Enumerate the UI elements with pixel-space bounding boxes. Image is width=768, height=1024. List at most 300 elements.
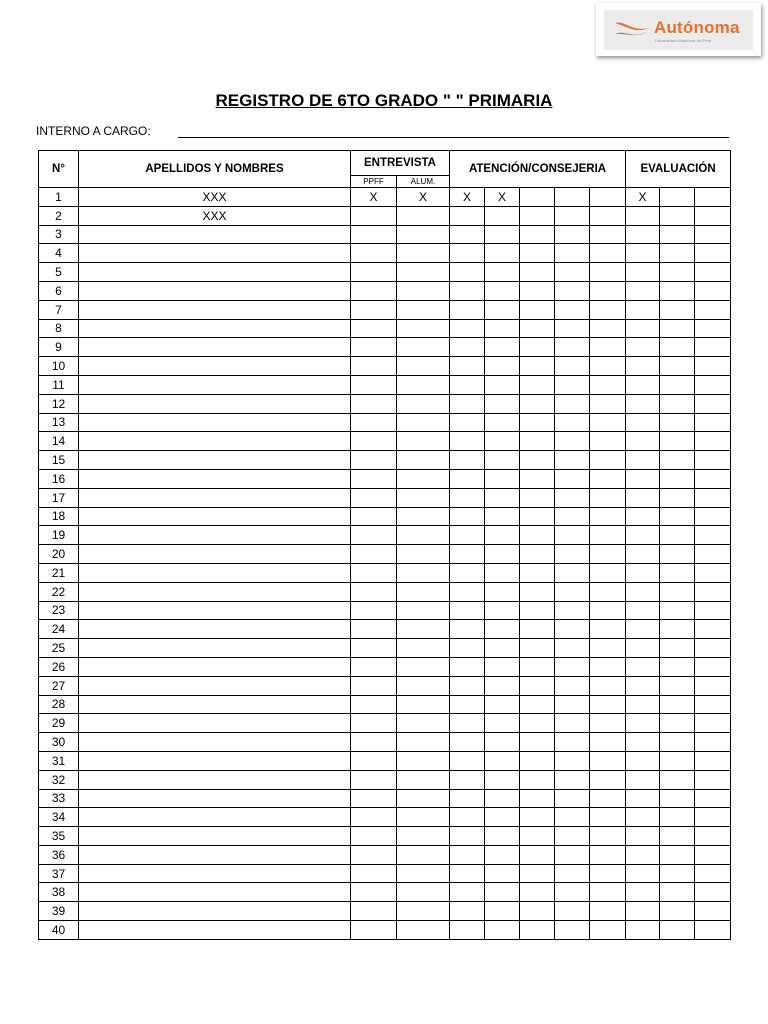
cell-name[interactable] bbox=[79, 808, 351, 827]
cell-counseling-1[interactable] bbox=[450, 375, 485, 394]
cell-evaluation-3[interactable] bbox=[695, 263, 731, 282]
cell-counseling-1[interactable] bbox=[450, 676, 485, 695]
intern-field[interactable] bbox=[178, 137, 729, 138]
cell-counseling-1[interactable] bbox=[450, 300, 485, 319]
cell-name[interactable]: XXX bbox=[79, 188, 351, 207]
cell-name[interactable] bbox=[79, 300, 351, 319]
cell-evaluation-1[interactable] bbox=[626, 281, 660, 300]
cell-name[interactable] bbox=[79, 601, 351, 620]
cell-counseling-4[interactable] bbox=[555, 469, 590, 488]
cell-counseling-4[interactable] bbox=[555, 657, 590, 676]
cell-evaluation-2[interactable] bbox=[660, 770, 695, 789]
cell-counseling-2[interactable] bbox=[485, 225, 520, 244]
cell-counseling-5[interactable] bbox=[590, 526, 626, 545]
cell-counseling-5[interactable] bbox=[590, 319, 626, 338]
cell-counseling-1[interactable] bbox=[450, 620, 485, 639]
cell-interview-alum[interactable] bbox=[397, 827, 450, 846]
cell-counseling-2[interactable] bbox=[485, 545, 520, 564]
cell-counseling-1[interactable] bbox=[450, 488, 485, 507]
cell-counseling-3[interactable] bbox=[520, 902, 555, 921]
cell-interview-ppff[interactable] bbox=[351, 883, 397, 902]
cell-evaluation-1[interactable] bbox=[626, 695, 660, 714]
cell-counseling-3[interactable] bbox=[520, 545, 555, 564]
cell-evaluation-2[interactable] bbox=[660, 357, 695, 376]
cell-name[interactable] bbox=[79, 319, 351, 338]
cell-evaluation-2[interactable] bbox=[660, 639, 695, 658]
cell-name[interactable] bbox=[79, 883, 351, 902]
cell-counseling-5[interactable] bbox=[590, 545, 626, 564]
cell-counseling-1[interactable] bbox=[450, 281, 485, 300]
cell-name[interactable] bbox=[79, 563, 351, 582]
cell-counseling-1[interactable] bbox=[450, 469, 485, 488]
cell-counseling-2[interactable] bbox=[485, 845, 520, 864]
cell-evaluation-1[interactable]: X bbox=[626, 188, 660, 207]
cell-counseling-3[interactable] bbox=[520, 300, 555, 319]
cell-counseling-1[interactable] bbox=[450, 714, 485, 733]
cell-counseling-1[interactable] bbox=[450, 413, 485, 432]
cell-evaluation-2[interactable] bbox=[660, 563, 695, 582]
cell-counseling-2[interactable] bbox=[485, 827, 520, 846]
cell-evaluation-3[interactable] bbox=[695, 281, 731, 300]
cell-name[interactable] bbox=[79, 751, 351, 770]
cell-counseling-5[interactable] bbox=[590, 488, 626, 507]
cell-interview-ppff[interactable] bbox=[351, 845, 397, 864]
cell-counseling-2[interactable] bbox=[485, 695, 520, 714]
cell-counseling-2[interactable] bbox=[485, 639, 520, 658]
cell-evaluation-3[interactable] bbox=[695, 225, 731, 244]
cell-name[interactable] bbox=[79, 357, 351, 376]
cell-counseling-3[interactable] bbox=[520, 733, 555, 752]
cell-interview-alum[interactable] bbox=[397, 432, 450, 451]
cell-evaluation-1[interactable] bbox=[626, 432, 660, 451]
cell-counseling-4[interactable] bbox=[555, 225, 590, 244]
cell-counseling-5[interactable] bbox=[590, 432, 626, 451]
cell-evaluation-1[interactable] bbox=[626, 582, 660, 601]
cell-interview-ppff[interactable] bbox=[351, 563, 397, 582]
cell-counseling-5[interactable] bbox=[590, 921, 626, 940]
cell-interview-ppff[interactable] bbox=[351, 488, 397, 507]
cell-counseling-2[interactable] bbox=[485, 883, 520, 902]
cell-counseling-5[interactable] bbox=[590, 357, 626, 376]
cell-evaluation-3[interactable] bbox=[695, 714, 731, 733]
cell-evaluation-1[interactable] bbox=[626, 244, 660, 263]
cell-interview-alum[interactable] bbox=[397, 639, 450, 658]
cell-evaluation-1[interactable] bbox=[626, 263, 660, 282]
cell-evaluation-3[interactable] bbox=[695, 206, 731, 225]
cell-name[interactable] bbox=[79, 676, 351, 695]
cell-counseling-5[interactable] bbox=[590, 639, 626, 658]
cell-interview-ppff[interactable] bbox=[351, 639, 397, 658]
cell-counseling-1[interactable] bbox=[450, 206, 485, 225]
cell-counseling-3[interactable] bbox=[520, 770, 555, 789]
cell-evaluation-1[interactable] bbox=[626, 770, 660, 789]
cell-interview-ppff[interactable] bbox=[351, 582, 397, 601]
cell-interview-alum[interactable] bbox=[397, 789, 450, 808]
cell-interview-ppff[interactable] bbox=[351, 451, 397, 470]
cell-counseling-5[interactable] bbox=[590, 375, 626, 394]
cell-counseling-3[interactable] bbox=[520, 714, 555, 733]
cell-evaluation-2[interactable] bbox=[660, 751, 695, 770]
cell-name[interactable] bbox=[79, 281, 351, 300]
cell-interview-alum[interactable] bbox=[397, 263, 450, 282]
cell-name[interactable] bbox=[79, 394, 351, 413]
cell-name[interactable] bbox=[79, 225, 351, 244]
cell-interview-ppff[interactable] bbox=[351, 375, 397, 394]
cell-evaluation-1[interactable] bbox=[626, 469, 660, 488]
cell-interview-alum[interactable] bbox=[397, 657, 450, 676]
cell-counseling-5[interactable] bbox=[590, 789, 626, 808]
cell-name[interactable] bbox=[79, 432, 351, 451]
cell-counseling-5[interactable] bbox=[590, 338, 626, 357]
cell-counseling-2[interactable] bbox=[485, 789, 520, 808]
cell-counseling-3[interactable] bbox=[520, 319, 555, 338]
cell-name[interactable] bbox=[79, 639, 351, 658]
cell-counseling-2[interactable] bbox=[485, 319, 520, 338]
cell-evaluation-3[interactable] bbox=[695, 639, 731, 658]
cell-counseling-3[interactable] bbox=[520, 883, 555, 902]
cell-counseling-4[interactable] bbox=[555, 676, 590, 695]
cell-evaluation-3[interactable] bbox=[695, 676, 731, 695]
cell-name[interactable] bbox=[79, 864, 351, 883]
cell-interview-ppff[interactable] bbox=[351, 432, 397, 451]
cell-evaluation-3[interactable] bbox=[695, 883, 731, 902]
cell-interview-alum[interactable] bbox=[397, 733, 450, 752]
cell-interview-alum[interactable] bbox=[397, 545, 450, 564]
cell-counseling-2[interactable] bbox=[485, 676, 520, 695]
cell-counseling-3[interactable] bbox=[520, 281, 555, 300]
cell-evaluation-3[interactable] bbox=[695, 338, 731, 357]
cell-name[interactable] bbox=[79, 657, 351, 676]
cell-counseling-1[interactable] bbox=[450, 357, 485, 376]
cell-counseling-5[interactable] bbox=[590, 413, 626, 432]
cell-counseling-2[interactable] bbox=[485, 263, 520, 282]
cell-counseling-2[interactable] bbox=[485, 300, 520, 319]
cell-counseling-3[interactable] bbox=[520, 808, 555, 827]
cell-name[interactable] bbox=[79, 733, 351, 752]
cell-counseling-2[interactable] bbox=[485, 281, 520, 300]
cell-counseling-5[interactable] bbox=[590, 300, 626, 319]
cell-counseling-4[interactable] bbox=[555, 864, 590, 883]
cell-counseling-4[interactable] bbox=[555, 921, 590, 940]
cell-evaluation-1[interactable] bbox=[626, 921, 660, 940]
cell-evaluation-1[interactable] bbox=[626, 319, 660, 338]
cell-counseling-5[interactable] bbox=[590, 714, 626, 733]
cell-evaluation-3[interactable] bbox=[695, 601, 731, 620]
cell-evaluation-2[interactable] bbox=[660, 789, 695, 808]
cell-interview-alum[interactable] bbox=[397, 451, 450, 470]
cell-evaluation-2[interactable] bbox=[660, 451, 695, 470]
cell-evaluation-1[interactable] bbox=[626, 883, 660, 902]
cell-evaluation-3[interactable] bbox=[695, 827, 731, 846]
cell-counseling-3[interactable] bbox=[520, 639, 555, 658]
cell-name[interactable] bbox=[79, 921, 351, 940]
cell-counseling-4[interactable] bbox=[555, 789, 590, 808]
cell-counseling-4[interactable] bbox=[555, 244, 590, 263]
cell-counseling-3[interactable] bbox=[520, 413, 555, 432]
cell-counseling-1[interactable] bbox=[450, 695, 485, 714]
cell-counseling-2[interactable] bbox=[485, 526, 520, 545]
cell-interview-ppff[interactable] bbox=[351, 507, 397, 526]
cell-evaluation-2[interactable] bbox=[660, 413, 695, 432]
cell-evaluation-2[interactable] bbox=[660, 601, 695, 620]
cell-interview-ppff[interactable] bbox=[351, 263, 397, 282]
cell-name[interactable] bbox=[79, 244, 351, 263]
cell-interview-ppff[interactable] bbox=[351, 357, 397, 376]
cell-counseling-3[interactable] bbox=[520, 263, 555, 282]
cell-counseling-2[interactable] bbox=[485, 582, 520, 601]
cell-evaluation-3[interactable] bbox=[695, 375, 731, 394]
cell-counseling-5[interactable] bbox=[590, 188, 626, 207]
cell-evaluation-2[interactable] bbox=[660, 206, 695, 225]
cell-evaluation-3[interactable] bbox=[695, 545, 731, 564]
cell-evaluation-2[interactable] bbox=[660, 225, 695, 244]
cell-interview-alum[interactable] bbox=[397, 338, 450, 357]
cell-counseling-3[interactable] bbox=[520, 244, 555, 263]
cell-counseling-1[interactable] bbox=[450, 319, 485, 338]
cell-evaluation-3[interactable] bbox=[695, 507, 731, 526]
cell-counseling-2[interactable] bbox=[485, 432, 520, 451]
cell-counseling-3[interactable] bbox=[520, 582, 555, 601]
cell-counseling-3[interactable] bbox=[520, 338, 555, 357]
cell-evaluation-3[interactable] bbox=[695, 808, 731, 827]
cell-counseling-5[interactable] bbox=[590, 206, 626, 225]
cell-evaluation-3[interactable] bbox=[695, 902, 731, 921]
cell-counseling-4[interactable] bbox=[555, 206, 590, 225]
cell-counseling-5[interactable] bbox=[590, 808, 626, 827]
cell-counseling-3[interactable] bbox=[520, 676, 555, 695]
cell-counseling-3[interactable] bbox=[520, 357, 555, 376]
cell-evaluation-1[interactable] bbox=[626, 639, 660, 658]
cell-counseling-4[interactable] bbox=[555, 808, 590, 827]
cell-evaluation-1[interactable] bbox=[626, 375, 660, 394]
cell-evaluation-1[interactable] bbox=[626, 300, 660, 319]
cell-evaluation-2[interactable] bbox=[660, 338, 695, 357]
cell-evaluation-2[interactable] bbox=[660, 281, 695, 300]
cell-interview-ppff[interactable] bbox=[351, 714, 397, 733]
cell-interview-ppff[interactable] bbox=[351, 620, 397, 639]
cell-interview-ppff[interactable] bbox=[351, 789, 397, 808]
cell-counseling-3[interactable] bbox=[520, 488, 555, 507]
cell-counseling-3[interactable] bbox=[520, 601, 555, 620]
cell-evaluation-2[interactable] bbox=[660, 733, 695, 752]
cell-counseling-2[interactable] bbox=[485, 601, 520, 620]
cell-counseling-3[interactable] bbox=[520, 921, 555, 940]
cell-evaluation-1[interactable] bbox=[626, 413, 660, 432]
cell-interview-alum[interactable] bbox=[397, 883, 450, 902]
cell-interview-alum[interactable] bbox=[397, 921, 450, 940]
cell-counseling-5[interactable] bbox=[590, 751, 626, 770]
cell-interview-ppff[interactable] bbox=[351, 676, 397, 695]
cell-counseling-2[interactable] bbox=[485, 921, 520, 940]
cell-counseling-5[interactable] bbox=[590, 601, 626, 620]
cell-interview-alum[interactable] bbox=[397, 620, 450, 639]
cell-counseling-3[interactable] bbox=[520, 526, 555, 545]
cell-counseling-3[interactable] bbox=[520, 507, 555, 526]
cell-counseling-5[interactable] bbox=[590, 469, 626, 488]
cell-evaluation-2[interactable] bbox=[660, 545, 695, 564]
cell-counseling-1[interactable] bbox=[450, 526, 485, 545]
cell-counseling-3[interactable] bbox=[520, 206, 555, 225]
cell-interview-ppff[interactable] bbox=[351, 225, 397, 244]
cell-evaluation-2[interactable] bbox=[660, 375, 695, 394]
cell-interview-ppff[interactable] bbox=[351, 526, 397, 545]
cell-counseling-4[interactable] bbox=[555, 751, 590, 770]
cell-evaluation-2[interactable] bbox=[660, 902, 695, 921]
cell-evaluation-1[interactable] bbox=[626, 620, 660, 639]
cell-counseling-4[interactable] bbox=[555, 488, 590, 507]
cell-counseling-3[interactable] bbox=[520, 432, 555, 451]
cell-counseling-4[interactable] bbox=[555, 300, 590, 319]
cell-name[interactable] bbox=[79, 469, 351, 488]
cell-evaluation-2[interactable] bbox=[660, 845, 695, 864]
cell-counseling-4[interactable] bbox=[555, 770, 590, 789]
cell-interview-alum[interactable] bbox=[397, 413, 450, 432]
cell-evaluation-3[interactable] bbox=[695, 620, 731, 639]
cell-name[interactable] bbox=[79, 263, 351, 282]
cell-interview-alum[interactable] bbox=[397, 676, 450, 695]
cell-counseling-2[interactable] bbox=[485, 206, 520, 225]
cell-evaluation-2[interactable] bbox=[660, 263, 695, 282]
cell-counseling-1[interactable] bbox=[450, 545, 485, 564]
cell-evaluation-1[interactable] bbox=[626, 827, 660, 846]
cell-counseling-5[interactable] bbox=[590, 244, 626, 263]
cell-counseling-5[interactable] bbox=[590, 225, 626, 244]
cell-interview-alum[interactable] bbox=[397, 526, 450, 545]
cell-counseling-1[interactable] bbox=[450, 338, 485, 357]
cell-counseling-5[interactable] bbox=[590, 733, 626, 752]
cell-counseling-5[interactable] bbox=[590, 845, 626, 864]
cell-interview-alum[interactable] bbox=[397, 714, 450, 733]
cell-evaluation-2[interactable] bbox=[660, 582, 695, 601]
cell-counseling-5[interactable] bbox=[590, 770, 626, 789]
cell-interview-ppff[interactable] bbox=[351, 601, 397, 620]
cell-interview-ppff[interactable] bbox=[351, 808, 397, 827]
cell-evaluation-2[interactable] bbox=[660, 808, 695, 827]
cell-counseling-4[interactable] bbox=[555, 827, 590, 846]
cell-evaluation-1[interactable] bbox=[626, 751, 660, 770]
cell-counseling-3[interactable] bbox=[520, 751, 555, 770]
cell-evaluation-2[interactable] bbox=[660, 676, 695, 695]
cell-counseling-1[interactable] bbox=[450, 902, 485, 921]
cell-counseling-3[interactable] bbox=[520, 827, 555, 846]
cell-evaluation-3[interactable] bbox=[695, 244, 731, 263]
cell-evaluation-1[interactable] bbox=[626, 451, 660, 470]
cell-name[interactable] bbox=[79, 413, 351, 432]
cell-interview-ppff[interactable] bbox=[351, 244, 397, 263]
cell-name[interactable] bbox=[79, 620, 351, 639]
cell-counseling-5[interactable] bbox=[590, 620, 626, 639]
cell-counseling-1[interactable] bbox=[450, 263, 485, 282]
cell-evaluation-1[interactable] bbox=[626, 789, 660, 808]
cell-counseling-4[interactable] bbox=[555, 845, 590, 864]
cell-counseling-3[interactable] bbox=[520, 225, 555, 244]
cell-counseling-4[interactable] bbox=[555, 545, 590, 564]
cell-counseling-4[interactable] bbox=[555, 563, 590, 582]
cell-counseling-2[interactable] bbox=[485, 507, 520, 526]
cell-interview-alum[interactable] bbox=[397, 206, 450, 225]
cell-evaluation-1[interactable] bbox=[626, 657, 660, 676]
cell-counseling-1[interactable] bbox=[450, 789, 485, 808]
cell-evaluation-3[interactable] bbox=[695, 300, 731, 319]
cell-counseling-5[interactable] bbox=[590, 695, 626, 714]
cell-evaluation-3[interactable] bbox=[695, 657, 731, 676]
cell-counseling-4[interactable] bbox=[555, 394, 590, 413]
cell-interview-ppff[interactable] bbox=[351, 770, 397, 789]
cell-evaluation-1[interactable] bbox=[626, 338, 660, 357]
cell-counseling-4[interactable] bbox=[555, 375, 590, 394]
cell-interview-ppff[interactable] bbox=[351, 695, 397, 714]
cell-counseling-1[interactable] bbox=[450, 582, 485, 601]
cell-evaluation-1[interactable] bbox=[626, 206, 660, 225]
cell-evaluation-3[interactable] bbox=[695, 845, 731, 864]
cell-counseling-4[interactable] bbox=[555, 281, 590, 300]
cell-evaluation-3[interactable] bbox=[695, 751, 731, 770]
cell-interview-ppff[interactable] bbox=[351, 827, 397, 846]
cell-evaluation-1[interactable] bbox=[626, 225, 660, 244]
cell-evaluation-2[interactable] bbox=[660, 394, 695, 413]
cell-evaluation-1[interactable] bbox=[626, 676, 660, 695]
cell-name[interactable] bbox=[79, 488, 351, 507]
cell-interview-ppff[interactable] bbox=[351, 338, 397, 357]
cell-evaluation-1[interactable] bbox=[626, 563, 660, 582]
cell-evaluation-1[interactable] bbox=[626, 394, 660, 413]
cell-name[interactable] bbox=[79, 845, 351, 864]
cell-counseling-5[interactable] bbox=[590, 563, 626, 582]
cell-interview-alum[interactable]: X bbox=[397, 188, 450, 207]
cell-name[interactable] bbox=[79, 375, 351, 394]
cell-evaluation-2[interactable] bbox=[660, 620, 695, 639]
cell-counseling-2[interactable] bbox=[485, 338, 520, 357]
cell-counseling-4[interactable] bbox=[555, 714, 590, 733]
cell-evaluation-2[interactable] bbox=[660, 921, 695, 940]
cell-counseling-2[interactable] bbox=[485, 620, 520, 639]
cell-counseling-3[interactable] bbox=[520, 188, 555, 207]
cell-evaluation-1[interactable] bbox=[626, 601, 660, 620]
cell-counseling-4[interactable] bbox=[555, 357, 590, 376]
cell-counseling-4[interactable] bbox=[555, 413, 590, 432]
cell-counseling-5[interactable] bbox=[590, 676, 626, 695]
cell-counseling-1[interactable] bbox=[450, 770, 485, 789]
cell-counseling-4[interactable] bbox=[555, 507, 590, 526]
cell-counseling-2[interactable] bbox=[485, 469, 520, 488]
cell-counseling-2[interactable] bbox=[485, 413, 520, 432]
cell-counseling-4[interactable] bbox=[555, 582, 590, 601]
cell-counseling-1[interactable] bbox=[450, 394, 485, 413]
cell-evaluation-3[interactable] bbox=[695, 488, 731, 507]
cell-counseling-2[interactable] bbox=[485, 563, 520, 582]
cell-evaluation-2[interactable] bbox=[660, 526, 695, 545]
cell-evaluation-2[interactable] bbox=[660, 300, 695, 319]
cell-interview-ppff[interactable] bbox=[351, 657, 397, 676]
cell-counseling-1[interactable] bbox=[450, 432, 485, 451]
cell-counseling-4[interactable] bbox=[555, 733, 590, 752]
cell-counseling-4[interactable] bbox=[555, 338, 590, 357]
cell-evaluation-3[interactable] bbox=[695, 394, 731, 413]
cell-counseling-3[interactable] bbox=[520, 620, 555, 639]
cell-counseling-4[interactable] bbox=[555, 902, 590, 921]
cell-counseling-3[interactable] bbox=[520, 789, 555, 808]
cell-counseling-4[interactable] bbox=[555, 883, 590, 902]
cell-counseling-4[interactable] bbox=[555, 639, 590, 658]
cell-interview-ppff[interactable] bbox=[351, 300, 397, 319]
cell-counseling-2[interactable] bbox=[485, 657, 520, 676]
cell-evaluation-1[interactable] bbox=[626, 845, 660, 864]
cell-interview-alum[interactable] bbox=[397, 563, 450, 582]
cell-counseling-4[interactable] bbox=[555, 319, 590, 338]
cell-interview-ppff[interactable] bbox=[351, 413, 397, 432]
cell-counseling-2[interactable]: X bbox=[485, 188, 520, 207]
cell-counseling-4[interactable] bbox=[555, 620, 590, 639]
